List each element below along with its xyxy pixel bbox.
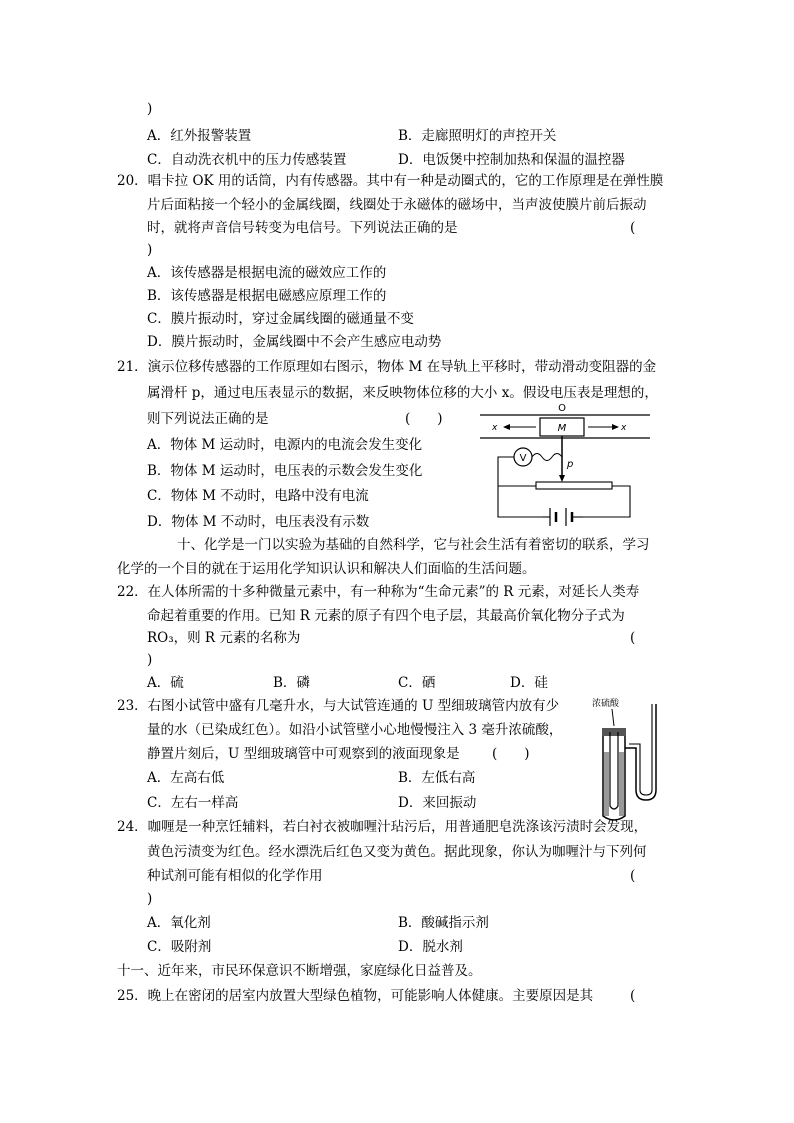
small-test-tube [610, 732, 618, 809]
q19-tail: ) [147, 101, 153, 117]
q22-tail: ) [147, 652, 153, 668]
slider-p-label: p [567, 459, 574, 470]
q24-line-3: 种试剂可能有相似的化学作用 [147, 868, 323, 884]
q24-paren: ( [630, 868, 636, 884]
q19-option-d: D．电饭煲中控制加热和保温的温控器 [398, 152, 625, 168]
q20-option-a: A．该传感器是根据电流的磁效应工作的 [147, 265, 387, 281]
q22-option-a: A．硫 [147, 675, 184, 691]
q22-line-3: RO₃，则 R 元素的名称为 [147, 630, 301, 646]
q23-line-1: 23．右图小试管中盛有几毫升水，与大试管连通的 U 型细玻璃管内放有少 [117, 698, 560, 714]
q19-option-a: A．红外报警装置 [147, 128, 252, 144]
q25-paren: ( [630, 988, 636, 1004]
sec10-line-1: 十、化学是一门以实验为基础的自然科学，它与社会生活有着密切的联系，学习 [177, 537, 650, 553]
q20-option-b: B．该传感器是根据电磁感应原理工作的 [147, 288, 387, 304]
q22-option-c: C．硒 [398, 675, 436, 691]
x-right-label: x [621, 423, 627, 433]
left-arrowhead-icon [503, 424, 510, 430]
tube-shading-left [604, 752, 609, 816]
u-tube-inner [629, 704, 652, 795]
sec11-line: 十一、近年来，市民环保意识不断增强，家庭绿化日益普及。 [117, 963, 482, 979]
right-wire [583, 486, 630, 517]
dropper-line [612, 709, 614, 726]
q23-line-3: 静置片刻后，U 型细玻璃管中可观察到的液面现象是 [147, 746, 460, 762]
q20-paren: ( [630, 220, 636, 236]
q21-line-3: 则下列说法正确的是 [147, 411, 269, 427]
q24-tail: ) [147, 891, 153, 907]
q23-line-2: 量的水（已染成红色）。如沿小试管壁小心地慢慢注入 3 毫升浓硫酸， [147, 722, 563, 738]
q21-option-a: A．物体 M 运动时，电源内的电流会发生变化 [147, 437, 423, 453]
voltmeter-wire [532, 454, 562, 461]
q24-option-a: A．氧化剂 [147, 915, 211, 931]
sulfuric-acid-label: 浓硫酸 [592, 699, 620, 709]
q23-option-a: A．左高右低 [147, 770, 225, 786]
q23-option-d: D．来回振动 [398, 795, 477, 811]
q21-paren: ( ) [405, 411, 443, 427]
slider-tip-icon [559, 475, 565, 482]
q21-line-2: 属滑杆 p，通过电压表显示的数据，来反映物体位移的大小 x。假设电压表是理想的， [147, 385, 658, 401]
q21-line-1: 21．演示位移传感器的工作原理如右图示，物体 M 在导轨上平移时，带动滑动变阻器的金 [117, 359, 657, 375]
right-arrowhead-icon [612, 424, 619, 430]
voltmeter-label: V [519, 453, 527, 464]
displacement-sensor-diagram [478, 400, 653, 530]
q23-option-b: B．左低右高 [398, 770, 476, 786]
q22-line-2: 命起着重要的作用。已知 R 元素的原子有四个电子层，其最高价氧化物分子式为 [147, 608, 625, 624]
q22-option-b: B．磷 [273, 675, 310, 691]
q22-paren: ( [630, 630, 636, 646]
block-m-label: M [557, 423, 567, 434]
test-tube-u-tube-diagram [588, 694, 668, 824]
origin-label: O [558, 403, 566, 414]
q20-option-c: C．膜片振动时，穿过金属线圈的磁通量不变 [147, 311, 414, 327]
q23-paren: ( ) [492, 746, 530, 762]
q21-option-b: B．物体 M 运动时，电压表的示数会发生变化 [147, 463, 423, 479]
q22-line-1: 22．在人体所需的十多种微量元素中，有一种称为“生命元素”的 R 元素，对延长人类寿 [117, 584, 640, 600]
q20-tail: ) [147, 242, 153, 258]
q24-line-2: 黄色污渍变为红色。经水漂洗后红色又变为黄色。据此现象，你认为咖喱汁与下列何 [147, 844, 647, 860]
q24-option-c: C．吸附剂 [147, 939, 212, 955]
q20-line-1: 20．唱卡拉 OK 用的话筒，内有传感器。其中有一种是动圈式的，它的工作原理是在弹性膜 [117, 173, 664, 189]
q22-option-d: D．硅 [510, 675, 548, 691]
q19-option-b: B．走廊照明灯的声控开关 [398, 128, 557, 144]
q24-line-1: 24．咖喱是一种烹饪辅料，若白衬衣被咖喱汁玷污后，用普通肥皂洗涤该污渍时会发现， [117, 819, 648, 835]
q20-line-2: 片后面粘接一个轻小的金属线圈，线圈处于永磁体的磁场中，当声波使膜片前后振动 [147, 197, 647, 213]
q24-option-b: B．酸碱指示剂 [398, 915, 489, 931]
q25-line: 25．晚上在密闭的居室内放置大型绿色植物，可能影响人体健康。主要原因是其 [117, 988, 594, 1004]
stopper [602, 728, 626, 736]
q20-option-d: D．膜片振动时，金属线圈中不会产生感应电动势 [147, 334, 442, 350]
q23-option-c: C．左右一样高 [147, 795, 239, 811]
tube-shading-right [619, 752, 624, 816]
q24-option-d: D．脱水剂 [398, 939, 463, 955]
q19-option-c: C．自动洗衣机中的压力传感装置 [147, 152, 347, 168]
sec10-line-2: 化学的一个目的就在于运用化学知识认识和解决人们面临的生活问题。 [117, 561, 536, 577]
q21-option-d: D．物体 M 不动时，电压表没有示数 [147, 514, 370, 530]
rheostat [536, 482, 612, 489]
q21-option-c: C．物体 M 不动时，电路中没有电流 [147, 488, 369, 504]
x-left-label: x [492, 423, 498, 433]
q20-line-3: 时，就将声音信号转变为电信号。下列说法正确的是 [147, 220, 458, 236]
